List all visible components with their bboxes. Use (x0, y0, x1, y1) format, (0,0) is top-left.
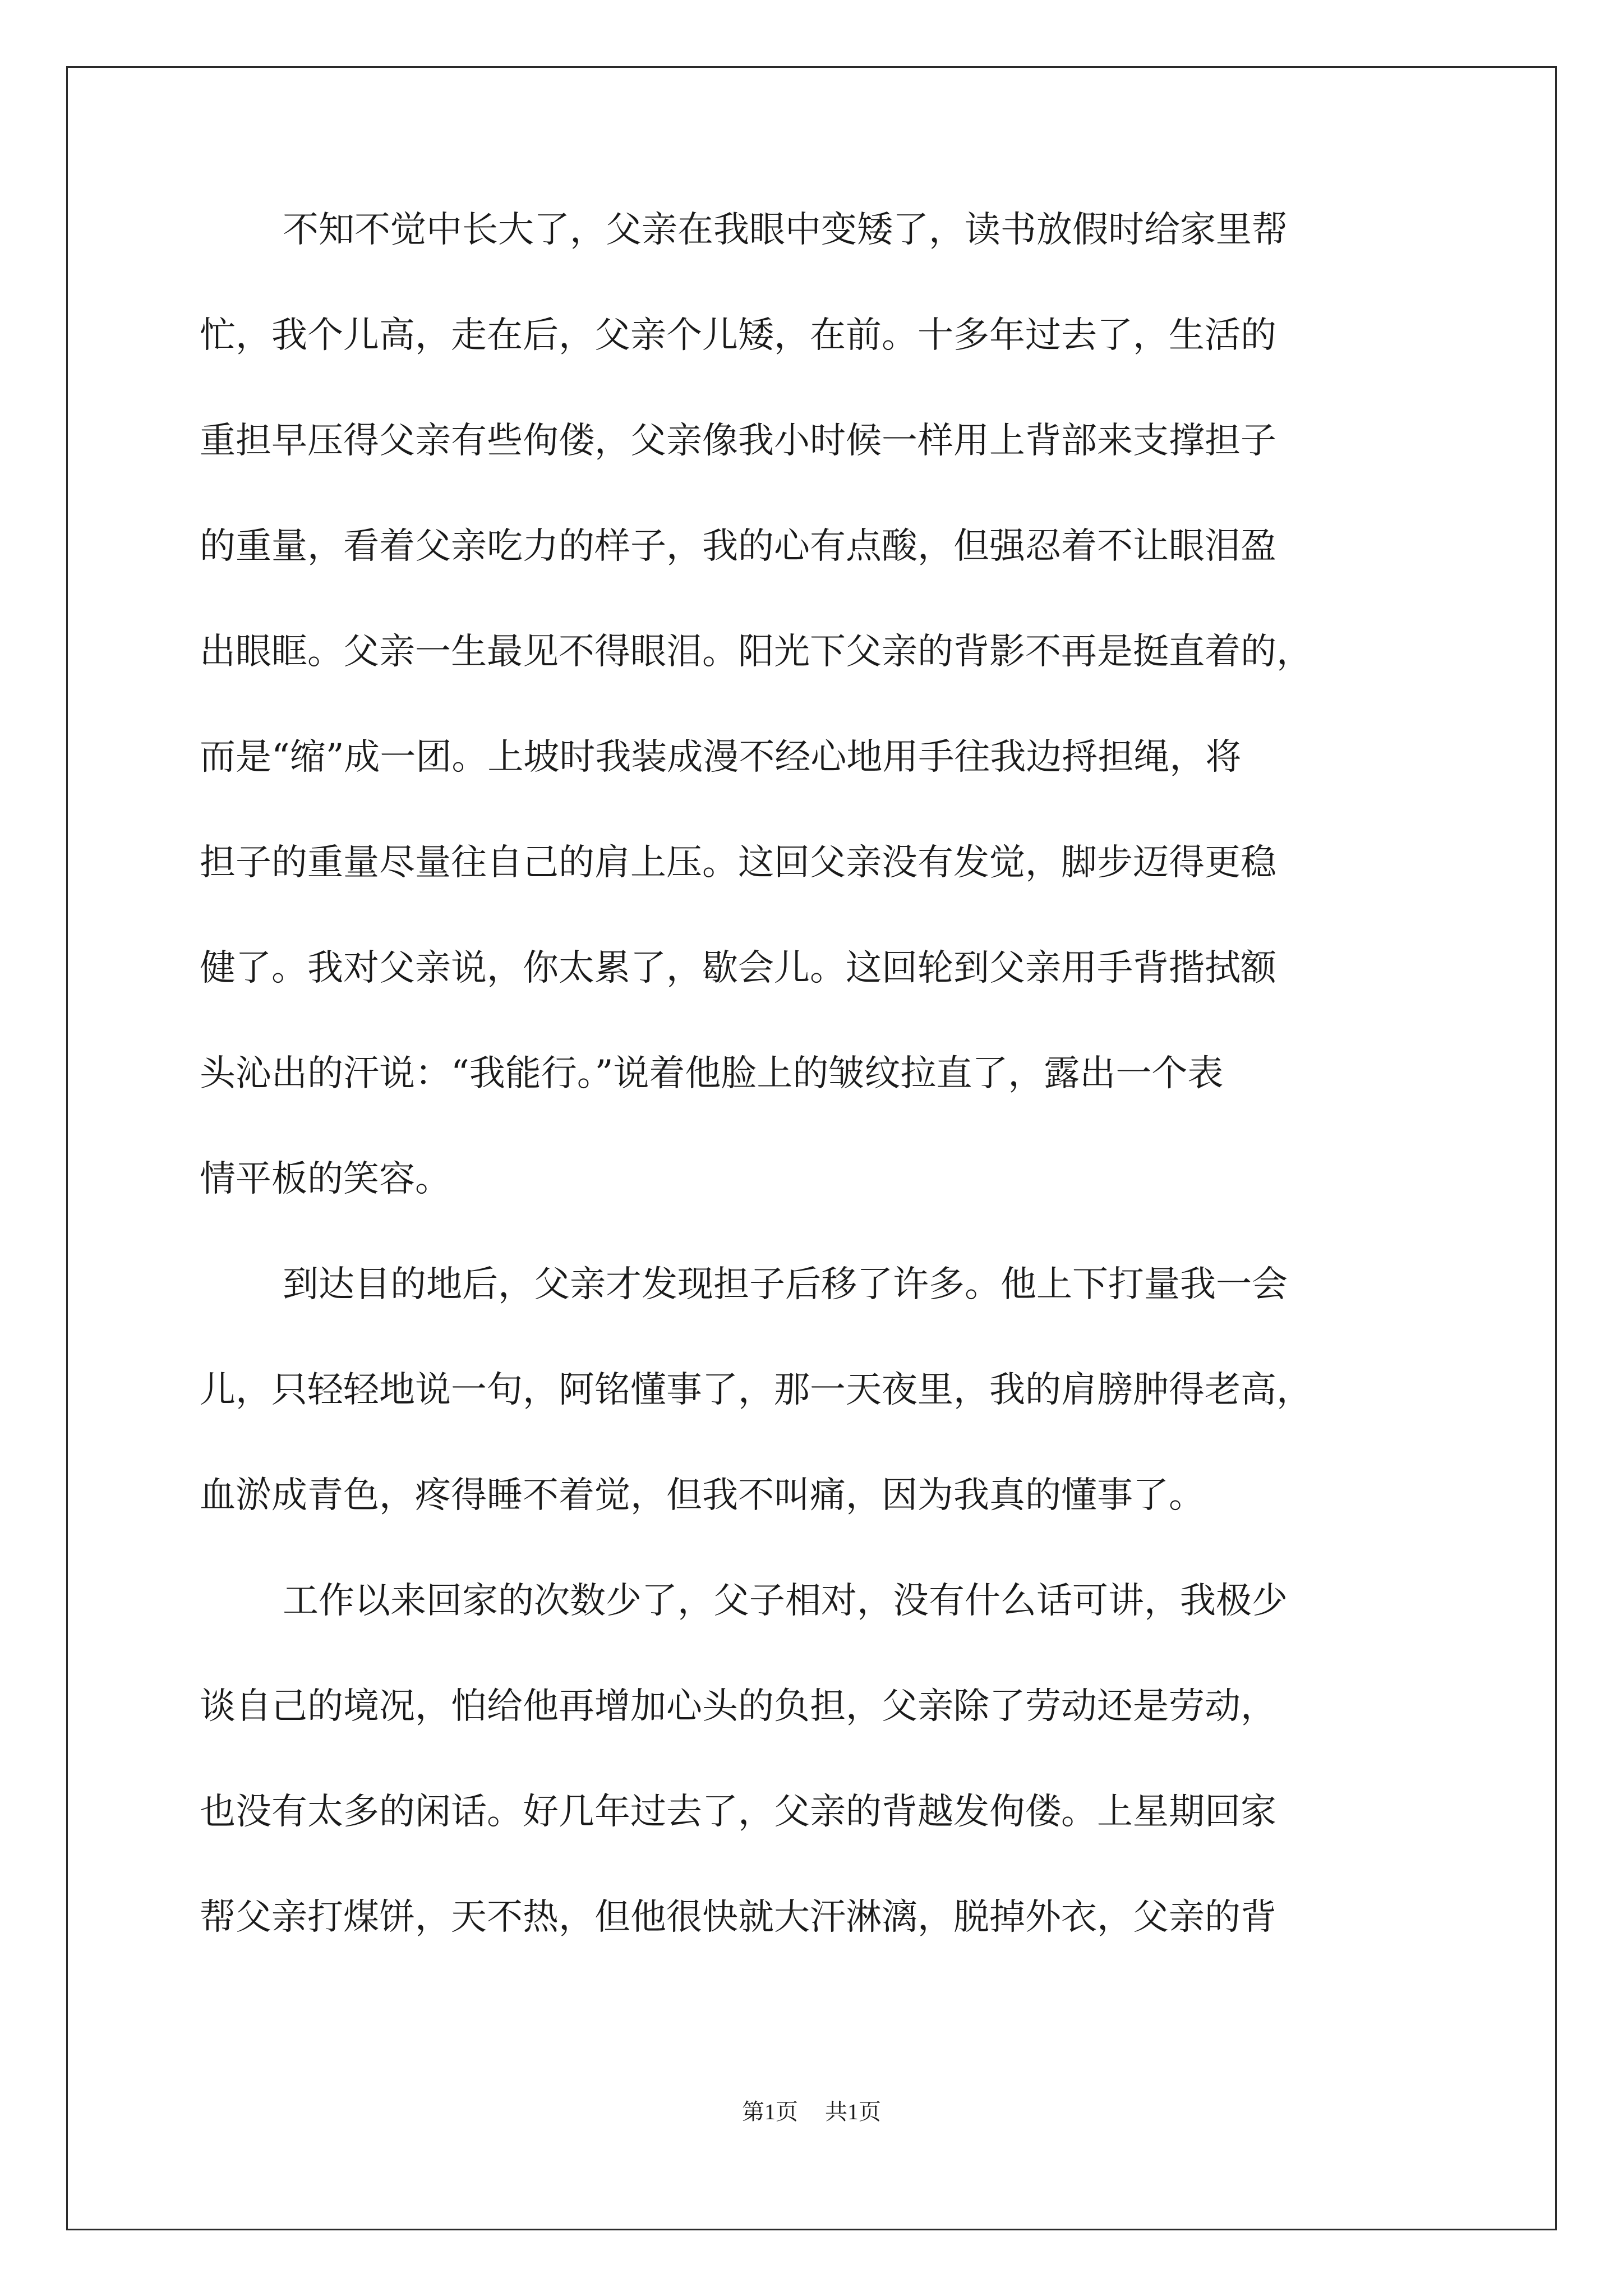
text-line: 情平板的笑容。 (200, 1158, 451, 1200)
text-line: 血淤成青色，疼得睡不着觉，但我不叫痛，因为我真的懂事了。 (200, 1475, 1205, 1516)
text-line: 担子的重量尽量往自己的肩上压。这回父亲没有发觉，脚步迈得更稳 (200, 842, 1276, 884)
text-line: 而是“缩”成一团。上坡时我装成漫不经心地用手往我边捋担绳，将 (200, 737, 1242, 778)
text-line: 头沁出的汗说：“我能行。”说着他脸上的皱纹拉直了，露出一个表 (200, 1053, 1224, 1094)
page-footer (0, 2098, 1623, 2126)
text-line: 健了。我对父亲说，你太累了，歇会儿。这回轮到父亲用手背揩拭额 (200, 947, 1276, 989)
text-line: 重担早压得父亲有些佝偻，父亲像我小时候一样用上背部来支撑担子 (200, 420, 1276, 462)
text-line: 谈自己的境况，怕给他再增加心头的负担，父亲除了劳动还是劳动， (200, 1686, 1276, 1727)
text-line: 出眼眶。父亲一生最见不得眼泪。阳光下父亲的背影不再是挺直着的， (200, 631, 1312, 673)
text-line: 工作以来回家的次数少了，父子相对，没有什么话可讲，我极少 (283, 1580, 1288, 1622)
page-total: 共1页 (825, 2099, 881, 2124)
text-line: 帮父亲打煤饼，天不热，但他很快就大汗淋漓，脱掉外衣，父亲的背 (200, 1897, 1276, 1938)
text-line: 不知不觉中长大了，父亲在我眼中变矮了，读书放假时给家里帮 (283, 209, 1288, 251)
text-line: 到达目的地后，父亲才发现担子后移了许多。他上下打量我一会 (283, 1264, 1288, 1305)
page-number: 第1页 (742, 2099, 798, 2124)
text-line: 忙，我个儿高，走在后，父亲个儿矮，在前。十多年过去了，生活的 (200, 315, 1276, 356)
text-line: 儿，只轻轻地说一句，阿铭懂事了，那一天夜里，我的肩膀肿得老高， (200, 1369, 1312, 1411)
text-line: 也没有太多的闲话。好几年过去了，父亲的背越发佝偻。上星期回家 (200, 1791, 1276, 1833)
text-line: 的重量，看着父亲吃力的样子，我的心有点酸，但强忍着不让眼泪盈 (200, 526, 1276, 567)
